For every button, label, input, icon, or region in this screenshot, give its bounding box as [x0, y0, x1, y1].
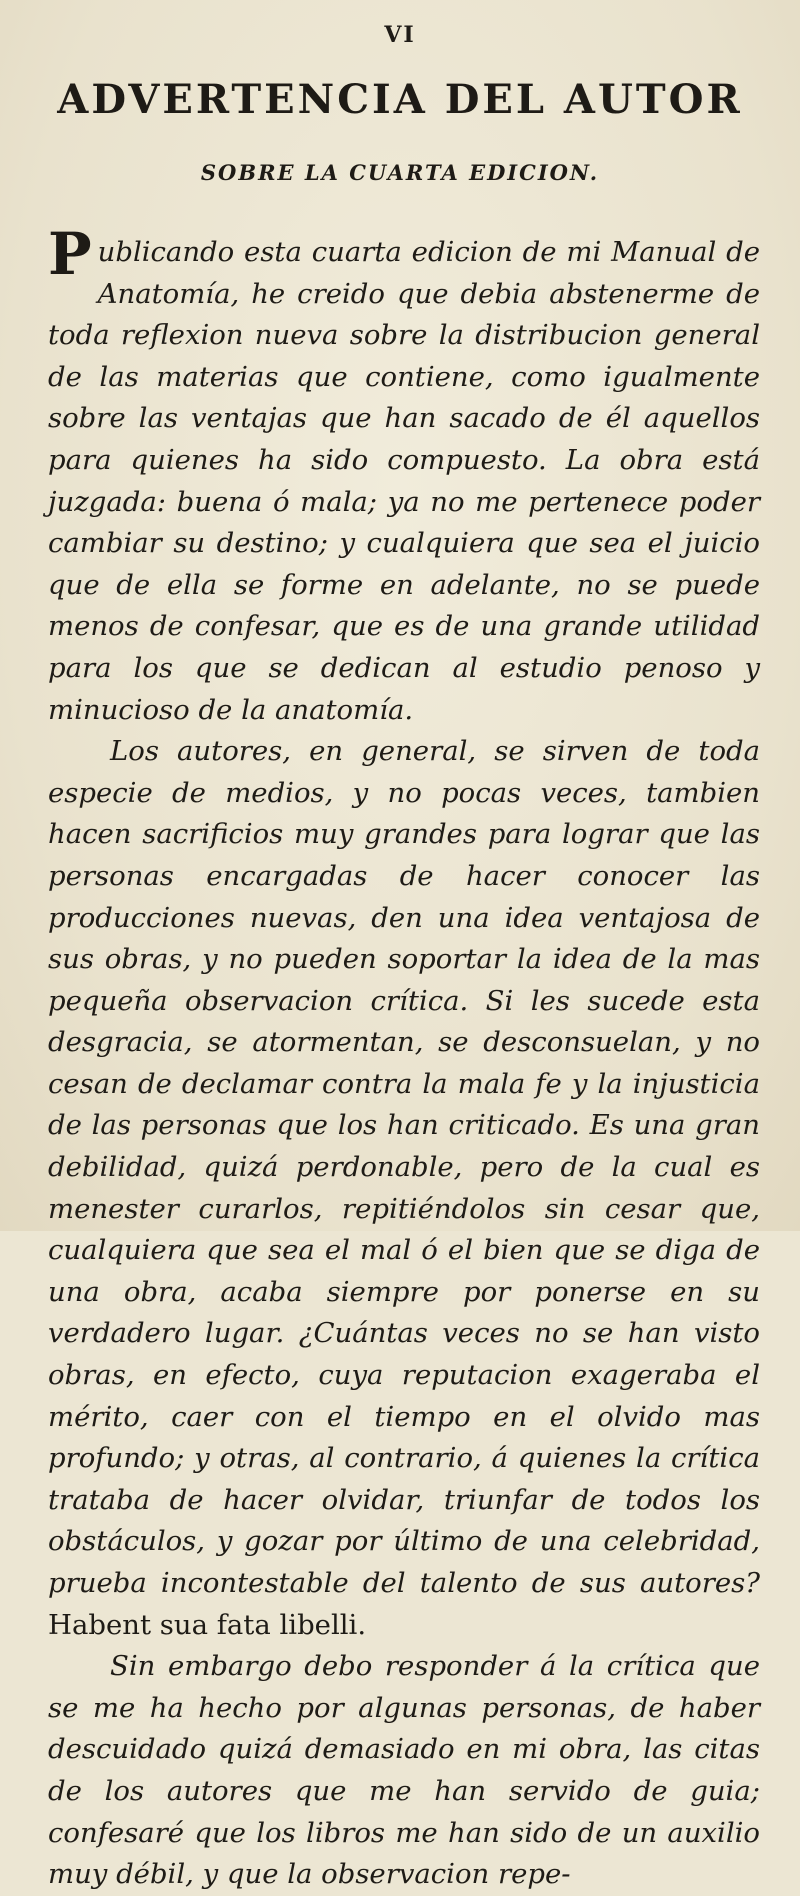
latin-quote: Habent sua fata libelli. — [48, 1608, 367, 1641]
paragraph-2 — [48, 731, 760, 1646]
paragraph-1-text: ublicando esta cuarta edicion de mi Manual de Anatomía, he creido que debia abstenerme de toda reflexion nueva sobre la distribucion general de las materias que contiene, como igualmente sobre las ventajas que han sacado de él aquellos para quienes ha sido compuesto. La obra está juzgada: buena ó mala; ya no me pertenece poder cambiar su destino; y cualquiera que sea el juicio que de ella se forme en adelante, no se puede menos de confesar, que es de una grande utilidad para los que se dedican al estudio penoso y minucioso de la anatomía. — [48, 236, 760, 726]
paragraph-1 — [48, 220, 760, 731]
paragraph-2-text: Los autores, en general, se sirven de toda especie de medios, y no pocas veces, tambien hacen sacrificios muy grandes para lograr que las personas encargadas de hacer conocer las producciones nuevas, den una idea ventajosa de sus obras, y no pueden soportar la idea de la mas pequeña observacion crítica. Si les sucede esta desgracia, se atormentan, se desconsuelan, y no cesan de declamar contra la mala fe y la injusticia de las personas que los han criticado. Es una gran debilidad, quizá perdonable, pero de la cual es menester curarlos, repitiéndolos sin cesar que, cualquiera que sea el mal ó el bien que se diga de una obra, acaba siempre por ponerse en su verdadero lugar. ¿Cuántas veces no se han visto obras, en efecto, cuya reputacion exageraba el mérito, caer con el tiempo en el olvido mas profundo; y otras, al contrario, á quienes la crítica trataba de hacer olvidar, triunfar de todos los obstáculos, y gozar por último de una celebridad, prueba incontestable del talento de sus autores? — [48, 735, 760, 1599]
paragraph-3 — [48, 1646, 760, 1896]
page-number: VI — [384, 22, 416, 48]
body-text — [48, 220, 760, 1896]
page-heading: ADVERTENCIA DEL AUTOR — [57, 76, 743, 123]
paragraph-3-text: Sin embargo debo responder á la crítica que se me ha hecho por algunas personas, de haber descuidado quizá demasiado en mi obra, las citas de los autores que me han servido de guia; confesaré que los libros me han sido de un auxilio muy débil, y que la observacion repe- — [48, 1650, 760, 1891]
drop-cap: P — [48, 220, 92, 288]
page-subheading: SOBRE LA CUARTA EDICION. — [200, 160, 600, 185]
